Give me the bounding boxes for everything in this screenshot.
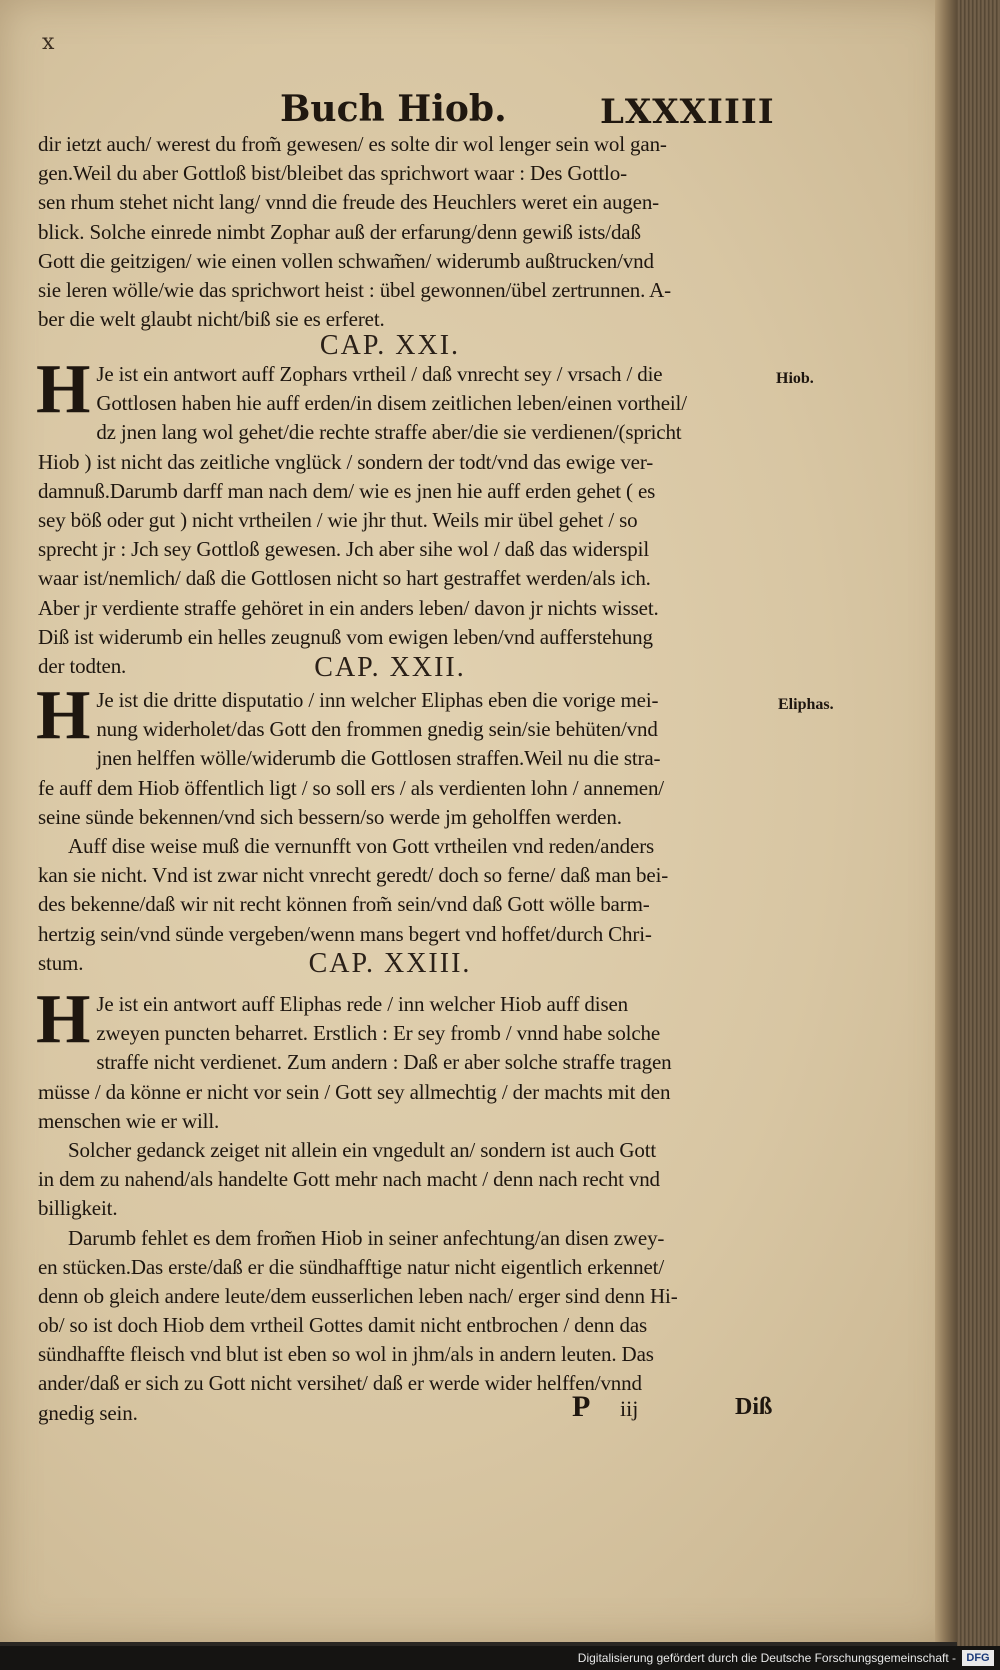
dfg-logo[interactable]: DFG [962,1650,994,1666]
text-line: dz jnen lang wol gehet/die rechte straffe aber/die sie verdienen/(spricht [96,420,682,445]
text-line: jnen helffen wölle/widerumb die Gottlosen straffen.Weil nu die stra- [96,746,661,771]
catchword: Diß [735,1394,773,1420]
text-line: Diß ist widerumb ein helles zeugnuß vom ewigen leben/vnd aufferstehung [38,624,653,649]
text-line: Je ist ein antwort auff Zophars vrtheil / daß vnrecht sey / vrsach / die [96,362,663,386]
text-line: Je ist die dritte disputatio / inn welcher Eliphas eben die vorige mei- [96,688,659,712]
text-line: nung widerholet/das Gott den frommen gnedig sein/sie behüten/vnd [96,717,658,742]
text-line: gen.Weil du aber Gottloß bist/bleibet das sprichwort waar : Des Gottlo- [38,161,627,186]
text-line: straffe nicht verdienet. Zum andern : Daß er aber solche straffe tragen [96,1050,672,1075]
text-line: zweyen puncten beharret. Erstlich : Er sey fromb / vnnd habe solche [96,1021,661,1046]
text-line: sprecht jr : Jch sey Gottloß gewesen. Jch aber sihe wol / daß das widerspil [38,537,650,562]
page-edge [935,0,957,1642]
text-line: dir ietzt auch/ werest du from̃ gewesen/ es solte dir wol lenger sein wol gan- [38,132,667,156]
chapter-summary [36,351,778,681]
text-line: damnuß.Darumb darff man nach dem/ wie es jnen hie auff erden gehet ( es [38,478,656,503]
text-line: blick. Solche einrede nimbt Zophar auß der erfarung/denn gewiß ists/daß [38,219,641,244]
text-line: ander/daß er sich zu Gott nicht versihet/ daß er werde wider helffen/vnnd [38,1371,642,1396]
text-line: seine sünde bekennen/vnd sich bessern/so werde jm geholffen werden. [38,804,622,829]
text-line: waar ist/nemlich/ daß die Gottlosen nicht so hart gestraffet werden/als ich. [38,566,651,591]
credit-bar [0,1646,1000,1670]
text-line: ob/ so ist doch Hiob dem vrtheil Gottes damit nicht entbrochen / denn das [38,1313,648,1338]
drop-initial: H [36,351,91,428]
folio-number: LXXXIIII [600,92,775,132]
opening-paragraph [38,130,778,334]
text-line: en stücken.Das erste/daß er die sündhafftige natur nicht eigentlich erkennet/ [38,1254,664,1279]
text-line: Gottlosen haben hie auff erden/in disem zeitlichen leben/einen vortheil/ [96,391,687,416]
chapter-heading: CAP. XXII. [314,652,466,683]
text-line: Gott die geitzigen/ wie einen vollen schwam̃en/ widerumb außtrucken/vnd [38,248,654,273]
text-line: denn ob gleich andere leute/dem eusserlichen leben nach/ erger sind denn Hi- [38,1283,678,1308]
header-title: Buch Hiob. [280,88,507,130]
text-line: Hiob ) ist nicht das zeitliche vnglück / sondern der todt/vnd das ewige ver- [38,449,654,474]
text-line: des bekenne/daß wir nit recht können from̃ sein/vnd daß Gott wölle barm- [38,892,650,917]
text-line: sie leren wölle/wie das sprichwort heist : übel gewonnen/übel zertrunnen. A- [38,277,671,302]
text-line: stum. [38,950,84,975]
text-line: in dem zu nahend/als handelte Gott mehr nach macht / denn nach recht vnd [38,1167,660,1192]
corner-mark: x [42,30,55,55]
chapter-summary [36,981,778,1428]
credit-text: Digitalisierung gefördert durch die Deutsche Forschungsgemeinschaft - [577,1651,956,1665]
signature-mark: P [572,1390,591,1423]
text-line: Darumb fehlet es dem from̃en Hiob in seiner anfechtung/an disen zwey- [68,1225,665,1250]
signature-number: iij [620,1396,639,1421]
text-line: müsse / da könne er nicht vor sein / Gott sey allmechtig / der machts mit den [38,1079,671,1104]
text-line: sey böß oder gut ) nicht vrtheilen / wie jhr thut. Weils mir übel gehet / so [38,507,638,532]
text-line: Aber jr verdiente straffe gehöret in ein anders leben/ davon jr nichts wisset. [38,595,659,620]
text-line: gnedig sein. [38,1400,138,1425]
book-edge [957,0,1000,1646]
text-line: sen rhum stehet nicht lang/ vnnd die freude des Heuchlers weret ein augen- [38,190,660,215]
chapter-heading: CAP. XXI. [319,330,461,361]
text-line: Auff dise weise muß die vernunfft von Gott vrtheilen vnd reden/anders [68,833,655,858]
text-line: ber die welt glaubt nicht/biß sie es erferet. [38,307,385,332]
margin-note: Eliphas. [778,696,834,713]
chapter-heading: CAP. XXIII. [308,948,472,979]
text-line: der todten. [38,653,127,678]
text-line: Je ist ein antwort auff Eliphas rede / inn welcher Hiob auff disen [96,992,628,1016]
drop-initial: H [36,981,91,1058]
text-line: Solcher gedanck zeiget nit allein ein vngedult an/ sondern ist auch Gott [68,1137,657,1162]
text-line: fe auff dem Hiob öffentlich ligt / so soll ers / als verdienten lohn / annemen/ [38,775,664,800]
margin-note: Hiob. [776,370,814,387]
text-line: menschen wie er will. [38,1108,220,1133]
drop-initial: H [36,677,91,754]
chapter-summary [36,677,778,978]
text-line: billigkeit. [38,1196,118,1221]
text-line: sündhaffte fleisch vnd blut ist eben so wol in jhm/als in andern leuten. Das [38,1342,654,1367]
text-line: kan sie nicht. Vnd ist zwar nicht vnrecht geredt/ doch so ferne/ daß man bei- [38,863,669,888]
text-line: hertzig sein/vnd sünde vergeben/wenn mans begert vnd hoffet/durch Chri- [38,921,652,946]
